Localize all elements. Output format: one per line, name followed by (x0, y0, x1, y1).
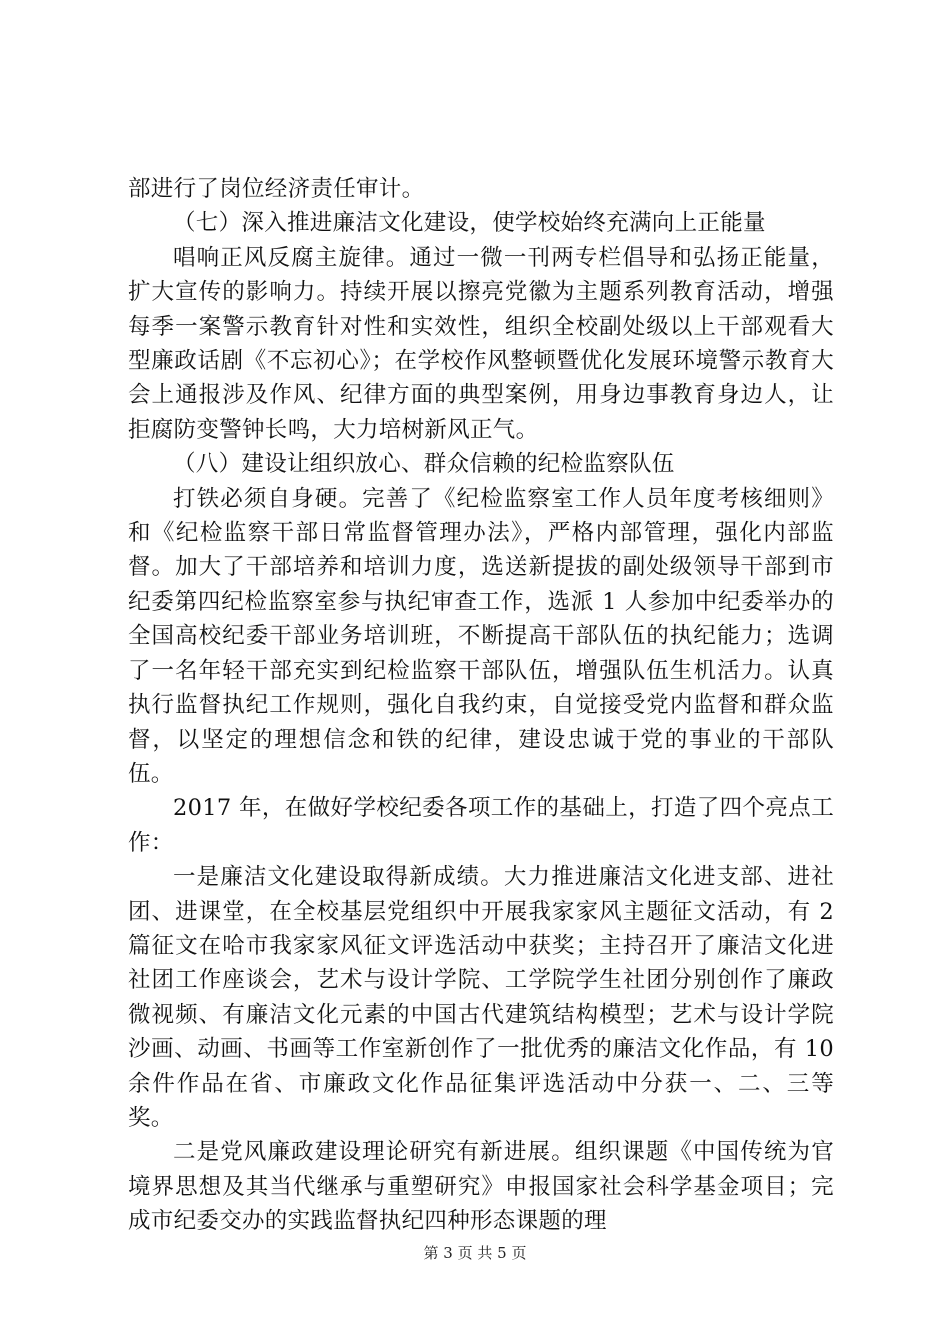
paragraph-highlight-two: 二是党风廉政建设理论研究有新进展。组织课题《中国传统为官境界思想及其当代继承与重塑研究》申报国家社会科学基金项目；完成市纪委交办的实践监督执纪四种形态课题的理 (128, 1139, 834, 1235)
paragraph-continuation: 部进行了岗位经济责任审计。 (128, 176, 425, 202)
page-footer (0, 1243, 950, 1263)
paragraph-team-building: 打铁必须自身硬。完善了《纪检监察室工作人员年度考核细则》和《纪检监察干部日常监督管理办法》，严格内部管理，强化内部监督。加大了干部培养和培训力度，选送新提拔的副处级领导干部到市纪委第四纪检监察室参与执纪审查工作，选派 1 人参加中纪委举办的全国高校纪委干部业务培训班，不断提高干部队伍的执纪能力；选调了一名年轻干部充实到纪检监察干部队伍，增强队伍生机活力。认真执行监督执纪工作规则，强化自我约束，自觉接受党内监督和群众监督，以坚定的理想信念和铁的纪律，建设忠诚于党的事业的干部队伍。 (128, 485, 834, 787)
page-number-label: 第 3 页 共 5 页 (423, 1244, 527, 1262)
section-heading-seven: （七）深入推进廉洁文化建设，使学校始终充满向上正能量 (173, 210, 766, 237)
section-heading-eight: （八）建设让组织放心、群众信赖的纪检监察队伍 (173, 451, 675, 478)
paragraph-clean-culture: 唱响正风反腐主旋律。通过一微一刊两专栏倡导和弘扬正能量，扩大宣传的影响力。持续开展以擦亮党徽为主题系列教育活动，增强每季一案警示教育针对性和实效性，组织全校副处级以上干部观看大型廉政话剧《不忘初心》；在学校作风整顿暨优化发展环境警示教育大会上通报涉及作风、纪律方面的典型案例，用身边事教育身边人，让拒腐防变警钟长鸣，大力培树新风正气。 (128, 244, 834, 443)
document-body (128, 172, 834, 1239)
paragraph-2017-summary: 2017 年，在做好学校纪委各项工作的基础上，打造了四个亮点工作： (128, 795, 834, 856)
paragraph-highlight-one: 一是廉洁文化建设取得新成绩。大力推进廉洁文化进支部、进社团、进课堂，在全校基层党组织中开展我家家风主题征文活动，有 2 篇征文在哈市我家家风征文评选活动中获奖；主持召开了廉洁文化进社团工作座谈会，艺术与设计学院、工学院学生社团分别创作了廉政微视频、有廉洁文化元素的中国古代建筑结构模型；艺术与设计学院沙画、动画、书画等工作室新创作了一批优秀的廉洁文化作品，有 10 余件作品在省、市廉政文化作品征集评选活动中分获一、二、三等奖。 (128, 864, 834, 1131)
